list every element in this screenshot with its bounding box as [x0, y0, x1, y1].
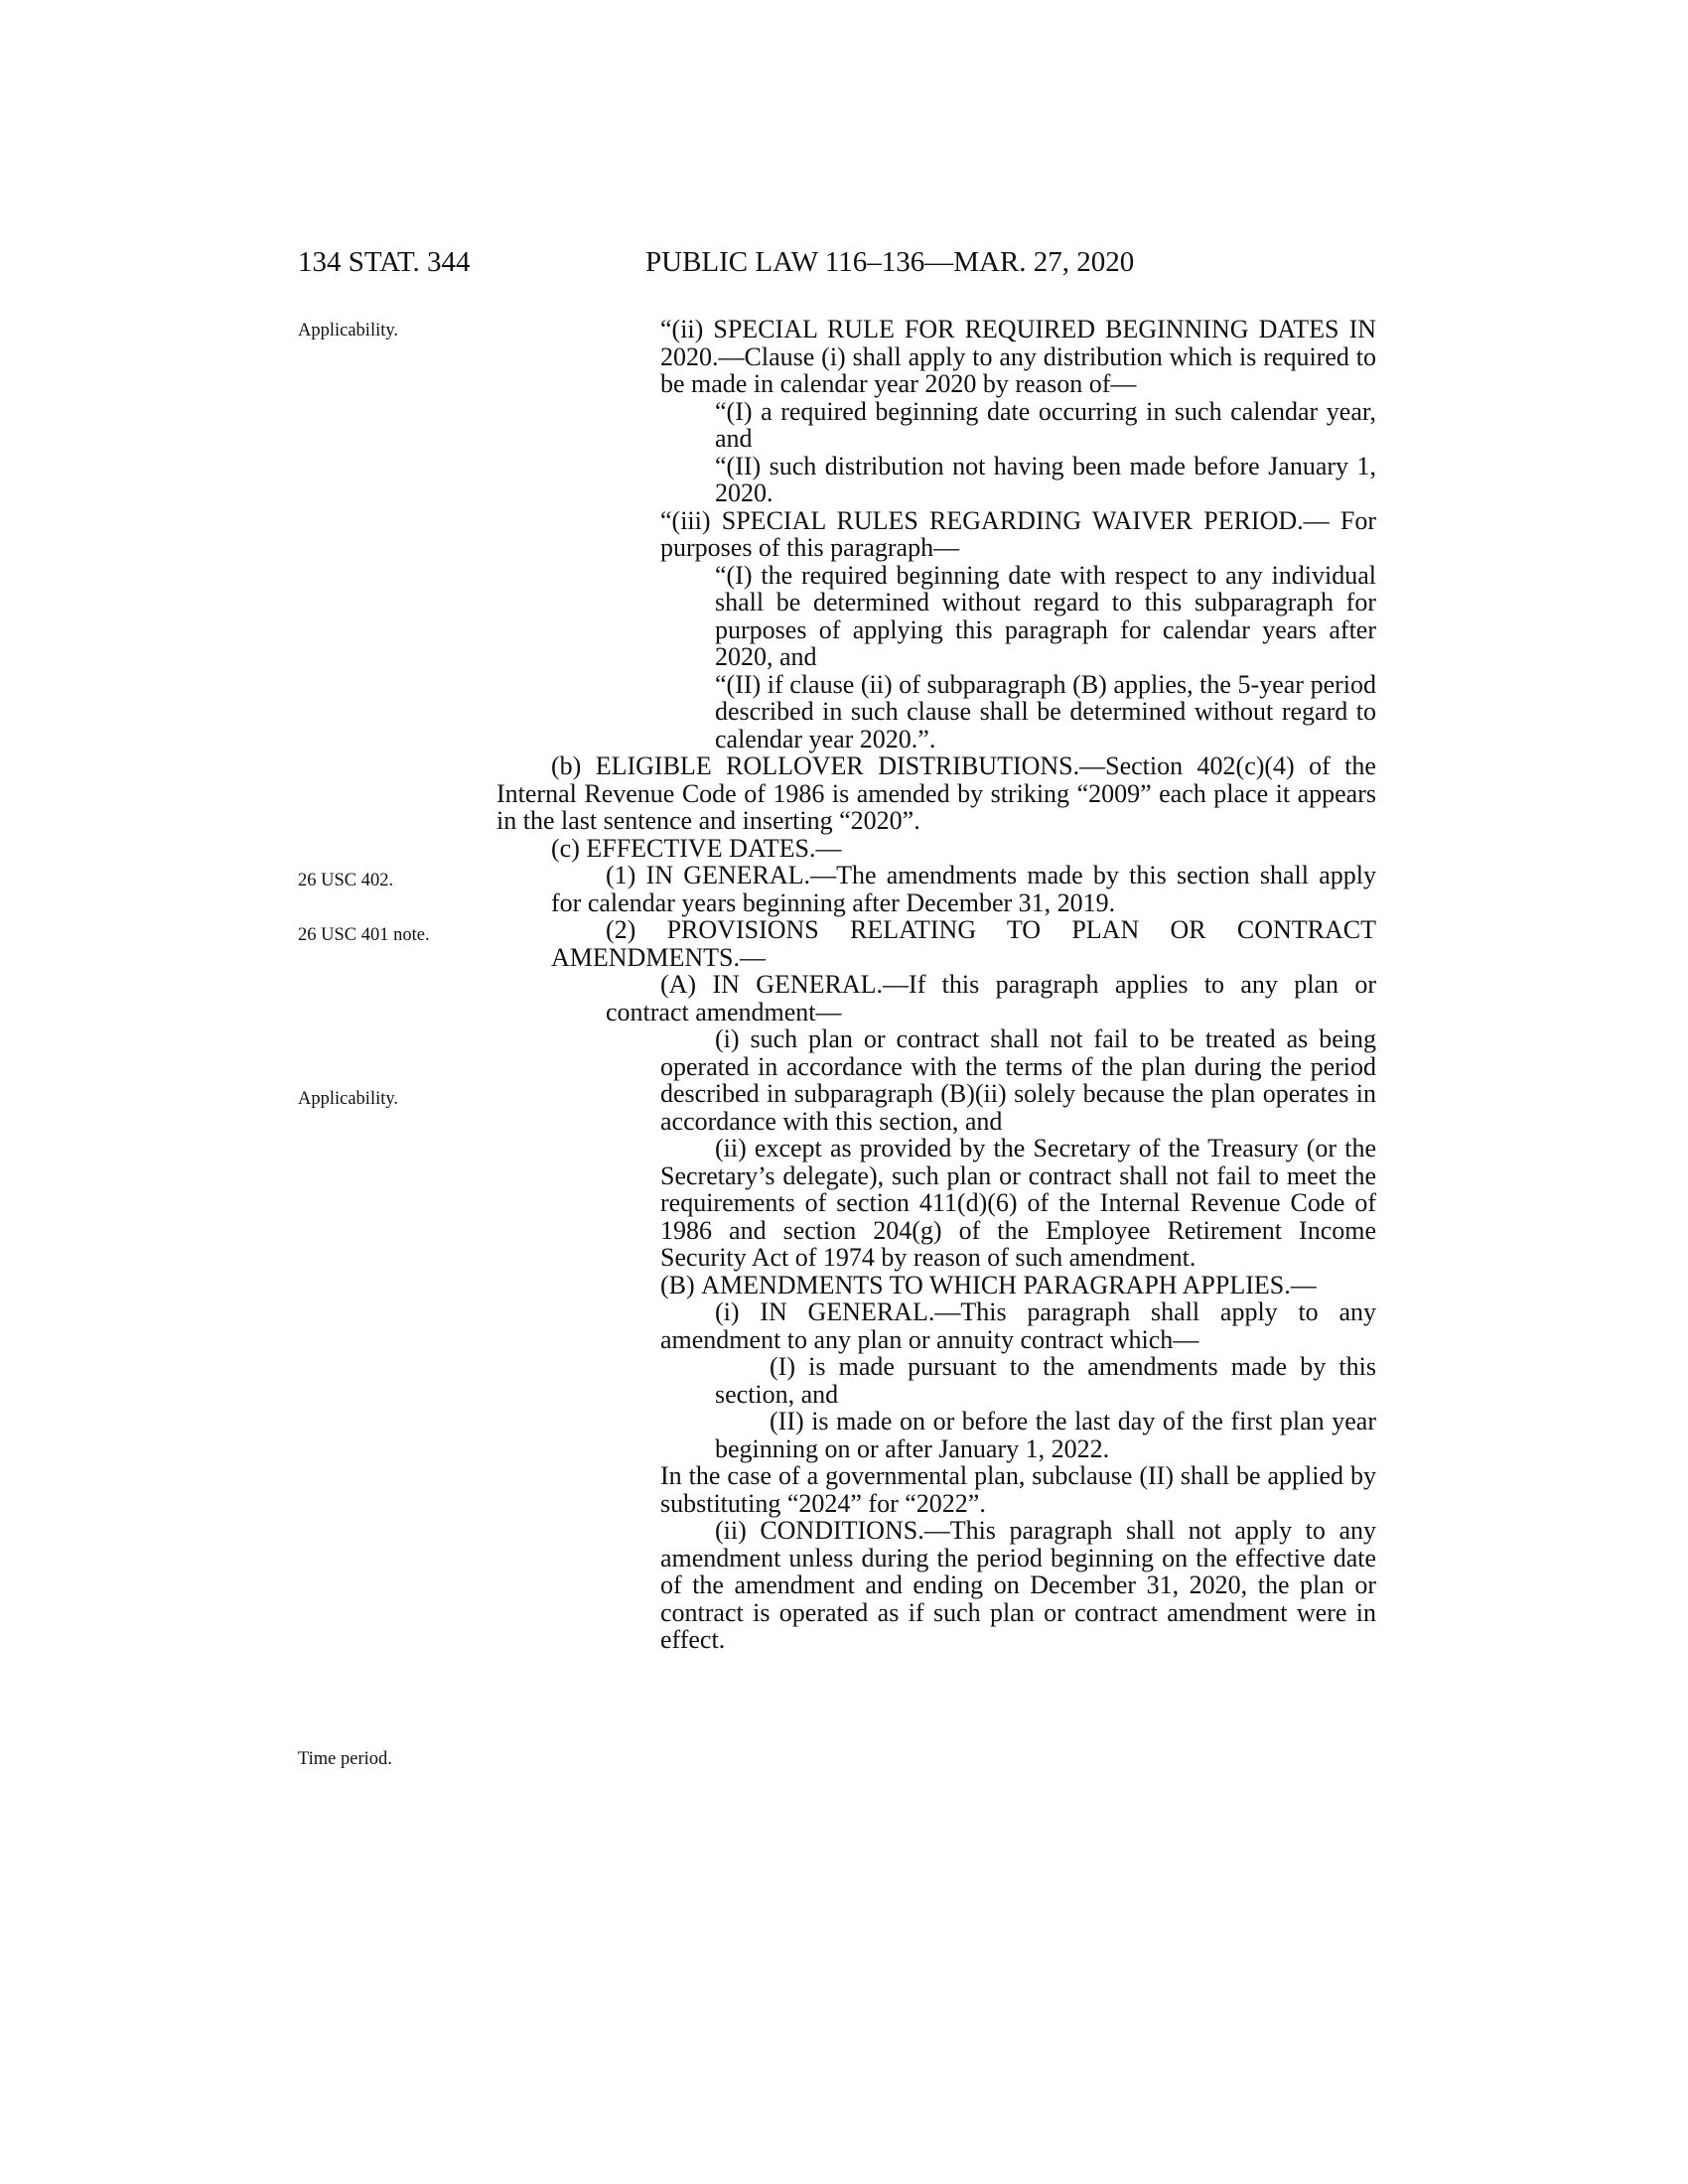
- paragraph: In the case of a governmental plan, subclause (II) shall be applied by substituting “2024” for “2022”.: [660, 1461, 1376, 1518]
- margin-note: Applicability.: [298, 1089, 399, 1109]
- paragraph: (B) AMENDMENTS TO WHICH PARAGRAPH APPLIES.—: [660, 1270, 1317, 1299]
- paragraph: “(iii) SPECIAL RULES REGARDING WAIVER PERIOD.— For purposes of this paragraph—: [660, 505, 1377, 562]
- paragraph: (c) EFFECTIVE DATES.—: [551, 833, 842, 863]
- paragraph: (2) PROVISIONS RELATING TO PLAN OR CONTRACT AMENDMENTS.—: [551, 915, 1376, 972]
- paragraph: “(I) a required beginning date occurring in such calendar year, and: [715, 396, 1376, 453]
- paragraph: (b) ELIGIBLE ROLLOVER DISTRIBUTIONS.—Section 402(c)(4) of the Internal Revenue Code of 1986 is amended by striking “2009” each place it appears in the last sentence and inserting “2020”.: [496, 751, 1376, 835]
- paragraph: (1) IN GENERAL.—The amendments made by this section shall apply for calendar years beginning after December 31, 2019.: [551, 861, 1376, 917]
- paragraph: “(ii) SPECIAL RULE FOR REQUIRED BEGINNING DATES IN 2020.—Clause (i) shall apply to any distribution which is required to be made in calendar year 2020 by reason of—: [660, 315, 1376, 398]
- paragraph: “(II) such distribution not having been made before January 1, 2020.: [715, 451, 1376, 507]
- paragraph: (A) IN GENERAL.—If this paragraph applies to any plan or contract amendment—: [606, 970, 1377, 1026]
- paragraph: (i) such plan or contract shall not fail to be treated as being operated in accordance with the terms of the plan during the period described in subparagraph (B)(ii) solely because the plan operates in accordance with this section, and: [660, 1024, 1376, 1136]
- running-title: PUBLIC LAW 116–136—MAR. 27, 2020: [645, 246, 1135, 278]
- paragraph: “(II) if clause (ii) of subparagraph (B) applies, the 5-year period described in such clause shall be determined without regard to calendar year 2020.”.: [715, 669, 1376, 753]
- margin-note: 26 USC 402.: [298, 871, 394, 890]
- paragraph: “(I) the required beginning date with respect to any individual shall be determined without regard to this subparagraph for purposes of applying this paragraph for calendar years after 2020, and: [715, 560, 1376, 671]
- paragraph: (ii) except as provided by the Secretary of the Treasury (or the Secretary’s delegate), such plan or contract shall not fail to meet the requirements of section 411(d)(6) of the Internal Revenue Code of 1986 and section 204(g) of the Employee Retirement Income Security Act of 1974 by reason of such amendment.: [660, 1134, 1376, 1272]
- paragraph: (I) is made pursuant to the amendments made by this section, and: [715, 1352, 1376, 1409]
- document-body: [0, 316, 1688, 1654]
- margin-note: 26 USC 401 note.: [298, 925, 430, 945]
- paragraph: (i) IN GENERAL.—This paragraph shall apply to any amendment to any plan or annuity contract which—: [660, 1297, 1376, 1354]
- paragraph: (II) is made on or before the last day of the first plan year beginning on or after January 1, 2022.: [715, 1407, 1376, 1463]
- paragraph: (ii) CONDITIONS.—This paragraph shall not apply to any amendment unless during the period beginning on the effective date of the amendment and ending on December 31, 2020, the plan or contract is operated as if such plan or contract amendment were in effect.: [660, 1516, 1376, 1654]
- margin-note: Time period.: [298, 1749, 392, 1769]
- page-header: [0, 246, 1688, 296]
- stat-page-number: 134 STAT. 344: [298, 246, 471, 278]
- margin-note: Applicability.: [298, 321, 399, 341]
